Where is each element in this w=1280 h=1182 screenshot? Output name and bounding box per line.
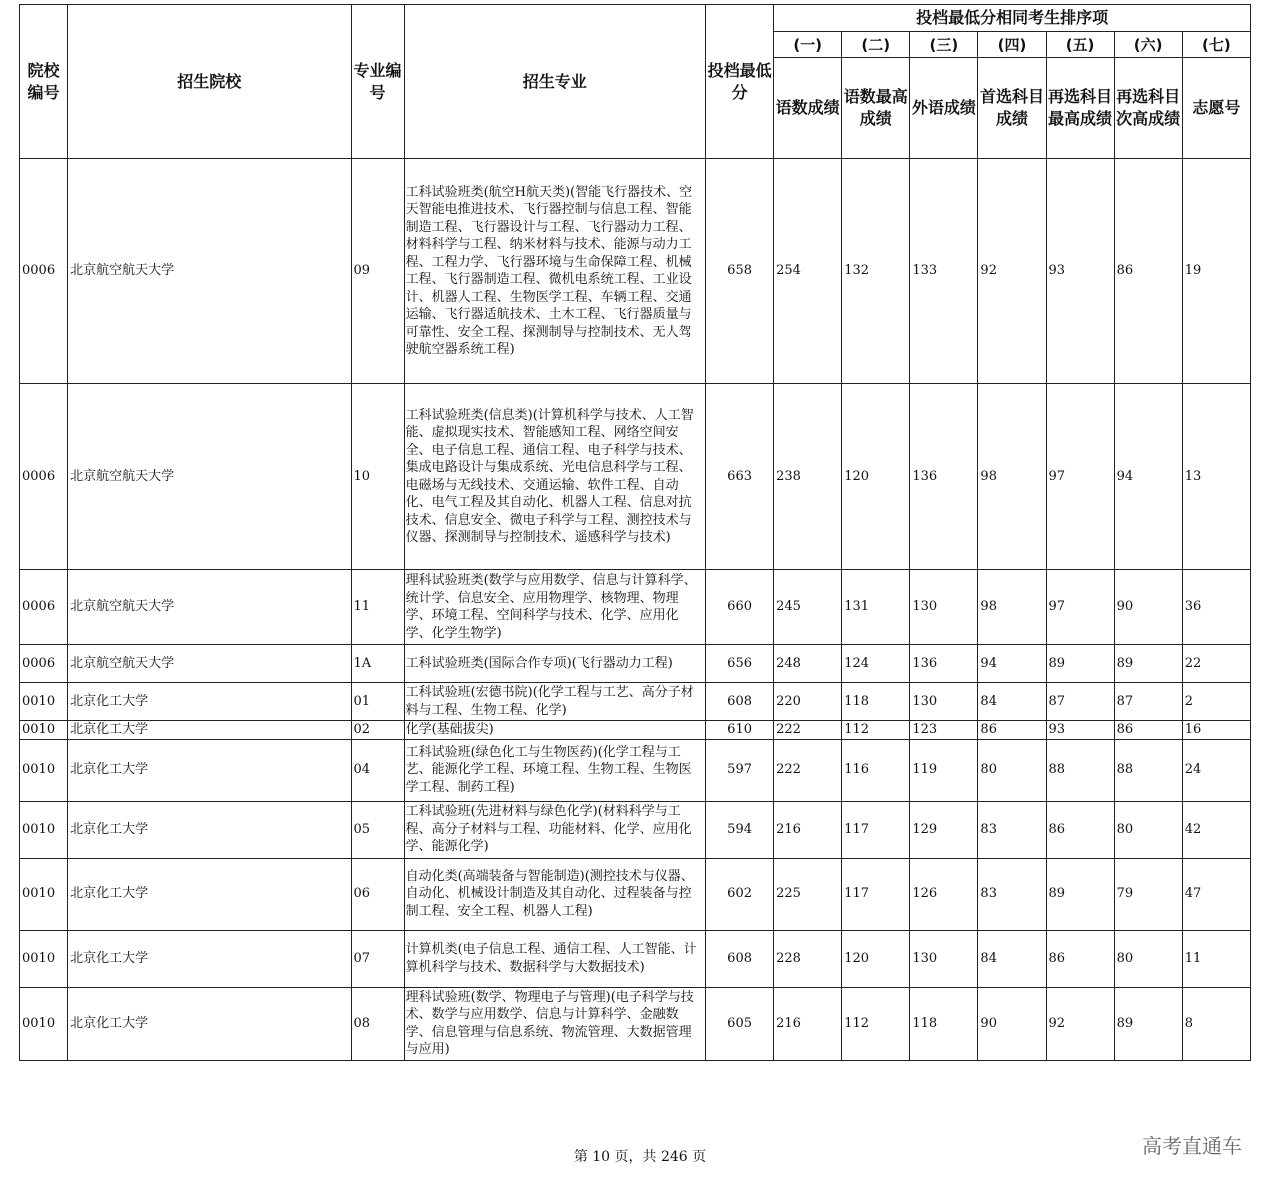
cell-tiebreak-5: 93 [1046,159,1114,384]
header-min-score: 投档最低分 [706,5,774,159]
cell-major-code: 05 [351,801,404,858]
header-major-name: 招生专业 [404,5,705,159]
header-tiebreak-name: 语数成绩 [774,58,842,159]
cell-major-code: 04 [351,739,404,801]
cell-tiebreak-3: 133 [910,159,978,384]
header-tiebreak-name: 语数最高成绩 [842,58,910,159]
cell-major-name: 理科试验班(数学、物理电子与管理)(电子科学与技术、数学与应用数学、信息与计算科学、金融数学、信息管理与信息系统、物流管理、大数据管理与应用) [404,987,705,1060]
cell-tiebreak-6: 80 [1114,930,1182,987]
cell-min-score: 602 [706,858,774,930]
cell-major-name: 工科试验班类(国际合作专项)(飞行器动力工程) [404,645,705,683]
header-school-code: 院校编号 [20,5,68,159]
cell-school-code: 0006 [20,384,68,570]
cell-school-name: 北京化工大学 [68,858,351,930]
cell-tiebreak-6: 90 [1114,570,1182,645]
cell-tiebreak-7: 13 [1182,384,1250,570]
cell-tiebreak-7: 47 [1182,858,1250,930]
cell-school-name: 北京航空航天大学 [68,645,351,683]
cell-major-name: 自动化类(高端装备与智能制造)(测控技术与仪器、自动化、机械设计制造及其自动化、过程装备与控制工程、安全工程、机器人工程) [404,858,705,930]
cell-major-code: 11 [351,570,404,645]
cell-tiebreak-6: 88 [1114,739,1182,801]
table-row [20,683,1251,721]
cell-major-name: 理科试验班类(数学与应用数学、信息与计算科学、统计学、信息安全、应用物理学、核物理、物理学、环境工程、空间科学与技术、化学、应用化学、化学生物学) [404,570,705,645]
cell-tiebreak-4: 83 [978,801,1046,858]
cell-tiebreak-7: 2 [1182,683,1250,721]
header-major-code: 专业编号 [351,5,404,159]
cell-min-score: 605 [706,987,774,1060]
cell-school-name: 北京化工大学 [68,987,351,1060]
cell-school-name: 北京化工大学 [68,721,351,740]
cell-tiebreak-7: 24 [1182,739,1250,801]
cell-major-code: 06 [351,858,404,930]
header-tiebreak-name: 志愿号 [1182,58,1250,159]
cell-major-name: 计算机类(电子信息工程、通信工程、人工智能、计算机科学与技术、数据科学与大数据技术) [404,930,705,987]
watermark: 高考直通车 [1142,1134,1242,1158]
header-tiebreak-name: 再选科目最高成绩 [1046,58,1114,159]
cell-tiebreak-7: 22 [1182,645,1250,683]
cell-min-score: 663 [706,384,774,570]
cell-tiebreak-3: 136 [910,384,978,570]
cell-tiebreak-5: 92 [1046,987,1114,1060]
cell-tiebreak-3: 123 [910,721,978,740]
cell-tiebreak-1: 254 [774,159,842,384]
header-tiebreak-name: 首选科目成绩 [978,58,1046,159]
cell-tiebreak-4: 98 [978,384,1046,570]
cell-tiebreak-2: 117 [842,801,910,858]
cell-major-code: 02 [351,721,404,740]
cell-min-score: 608 [706,930,774,987]
header-tiebreak-number: (七) [1182,32,1250,58]
table-row [20,384,1251,570]
cell-tiebreak-6: 89 [1114,645,1182,683]
header-tiebreak-number: (五) [1046,32,1114,58]
cell-tiebreak-7: 42 [1182,801,1250,858]
cell-tiebreak-1: 220 [774,683,842,721]
cell-major-name: 化学(基础拔尖) [404,721,705,740]
cell-tiebreak-7: 11 [1182,930,1250,987]
cell-school-code: 0010 [20,683,68,721]
cell-tiebreak-4: 84 [978,683,1046,721]
cell-school-code: 0010 [20,858,68,930]
cell-tiebreak-1: 222 [774,721,842,740]
cell-school-code: 0010 [20,739,68,801]
cell-tiebreak-2: 120 [842,930,910,987]
table-row [20,739,1251,801]
cell-tiebreak-7: 16 [1182,721,1250,740]
cell-tiebreak-3: 126 [910,858,978,930]
cell-tiebreak-4: 98 [978,570,1046,645]
cell-tiebreak-5: 97 [1046,570,1114,645]
cell-tiebreak-6: 94 [1114,384,1182,570]
table-header [20,5,1251,159]
cell-tiebreak-1: 225 [774,858,842,930]
cell-min-score: 597 [706,739,774,801]
header-tiebreak-number: (一) [774,32,842,58]
cell-tiebreak-5: 86 [1046,801,1114,858]
cell-major-name: 工科试验班类(航空H航天类)(智能飞行器技术、空天智能电推进技术、飞行器控制与信息工程、智能制造工程、飞行器设计与工程、飞行器动力工程、材料科学与工程、纳米材料与技术、能源与动力工程、工程力学、飞行器环境与生命保障工程、机械工程、飞行器制造工程、微机电系统工程、工业设计、机器人工程、生物医学工程、车辆工程、交通运输、飞行器适航技术、土木工程、飞行器质量与可靠性、安全工程、探测制导与控制技术、无人驾驶航空器系统工程) [404,159,705,384]
cell-tiebreak-5: 89 [1046,858,1114,930]
cell-major-code: 10 [351,384,404,570]
table-row [20,801,1251,858]
cell-tiebreak-4: 84 [978,930,1046,987]
header-tiebreak-name: 外语成绩 [910,58,978,159]
cell-tiebreak-5: 89 [1046,645,1114,683]
cell-school-name: 北京化工大学 [68,801,351,858]
cell-school-code: 0010 [20,987,68,1060]
cell-major-name: 工科试验班类(信息类)(计算机科学与技术、人工智能、虚拟现实技术、智能感知工程、网络空间安全、电子信息工程、通信工程、电子科学与技术、集成电路设计与集成系统、光电信息科学与工程、电磁场与无线技术、交通运输、软件工程、自动化、电气工程及其自动化、机器人工程、信息对抗技术、信息安全、微电子科学与工程、测控技术与仪器、探测制导与控制技术、遥感科学与技术) [404,384,705,570]
table-row [20,930,1251,987]
header-tiebreak-number: (六) [1114,32,1182,58]
cell-tiebreak-5: 97 [1046,384,1114,570]
cell-major-code: 07 [351,930,404,987]
cell-tiebreak-2: 132 [842,159,910,384]
cell-major-name: 工科试验班(绿色化工与生物医药)(化学工程与工艺、能源化学工程、环境工程、生物工程、生物医学工程、制药工程) [404,739,705,801]
cell-tiebreak-4: 94 [978,645,1046,683]
table-row [20,858,1251,930]
header-tiebreak-name: 再选科目次高成绩 [1114,58,1182,159]
table-row [20,159,1251,384]
cell-tiebreak-6: 87 [1114,683,1182,721]
cell-school-name: 北京航空航天大学 [68,384,351,570]
cell-tiebreak-7: 19 [1182,159,1250,384]
cell-tiebreak-2: 117 [842,858,910,930]
cell-tiebreak-7: 36 [1182,570,1250,645]
cell-tiebreak-1: 245 [774,570,842,645]
cell-school-code: 0006 [20,645,68,683]
cell-tiebreak-2: 131 [842,570,910,645]
cell-min-score: 610 [706,721,774,740]
cell-tiebreak-2: 112 [842,721,910,740]
cell-school-code: 0010 [20,721,68,740]
cell-tiebreak-3: 136 [910,645,978,683]
cell-tiebreak-5: 86 [1046,930,1114,987]
cell-tiebreak-6: 79 [1114,858,1182,930]
cell-min-score: 608 [706,683,774,721]
header-tiebreak-number: (三) [910,32,978,58]
cell-tiebreak-4: 86 [978,721,1046,740]
header-tiebreak-number: (二) [842,32,910,58]
cell-tiebreak-3: 119 [910,739,978,801]
cell-school-name: 北京化工大学 [68,683,351,721]
admission-score-table [19,4,1251,1061]
cell-tiebreak-6: 86 [1114,721,1182,740]
cell-tiebreak-3: 130 [910,683,978,721]
cell-tiebreak-5: 87 [1046,683,1114,721]
header-tiebreak-group: 投档最低分相同考生排序项 [774,5,1251,32]
cell-tiebreak-2: 124 [842,645,910,683]
cell-school-name: 北京航空航天大学 [68,570,351,645]
table-row [20,570,1251,645]
cell-tiebreak-1: 216 [774,801,842,858]
cell-major-name: 工科试验班(先进材料与绿色化学)(材料科学与工程、高分子材料与工程、功能材料、化学、应用化学、能源化学) [404,801,705,858]
cell-major-code: 08 [351,987,404,1060]
cell-major-code: 01 [351,683,404,721]
cell-tiebreak-5: 88 [1046,739,1114,801]
cell-tiebreak-2: 120 [842,384,910,570]
cell-major-code: 09 [351,159,404,384]
header-tiebreak-number: (四) [978,32,1046,58]
cell-tiebreak-3: 130 [910,570,978,645]
cell-school-code: 0006 [20,159,68,384]
cell-min-score: 660 [706,570,774,645]
cell-tiebreak-2: 118 [842,683,910,721]
cell-tiebreak-5: 93 [1046,721,1114,740]
table-row [20,987,1251,1060]
cell-school-code: 0006 [20,570,68,645]
cell-tiebreak-1: 216 [774,987,842,1060]
cell-school-code: 0010 [20,801,68,858]
cell-tiebreak-6: 86 [1114,159,1182,384]
cell-tiebreak-3: 118 [910,987,978,1060]
header-school-name: 招生院校 [68,5,351,159]
page-number: 第 10 页，共 246 页 [573,1149,707,1165]
cell-tiebreak-2: 116 [842,739,910,801]
table-row [20,721,1251,740]
cell-tiebreak-3: 129 [910,801,978,858]
cell-major-name: 工科试验班(宏德书院)(化学工程与工艺、高分子材料与工程、生物工程、化学) [404,683,705,721]
cell-tiebreak-4: 83 [978,858,1046,930]
cell-school-name: 北京化工大学 [68,930,351,987]
cell-min-score: 656 [706,645,774,683]
cell-major-code: 1A [351,645,404,683]
cell-tiebreak-7: 8 [1182,987,1250,1060]
cell-tiebreak-1: 238 [774,384,842,570]
cell-tiebreak-4: 80 [978,739,1046,801]
table-row [20,645,1251,683]
cell-min-score: 658 [706,159,774,384]
table-body [20,159,1251,1061]
cell-min-score: 594 [706,801,774,858]
cell-tiebreak-4: 90 [978,987,1046,1060]
cell-tiebreak-2: 112 [842,987,910,1060]
cell-tiebreak-6: 89 [1114,987,1182,1060]
cell-tiebreak-4: 92 [978,159,1046,384]
cell-tiebreak-3: 130 [910,930,978,987]
cell-school-name: 北京化工大学 [68,739,351,801]
cell-tiebreak-1: 228 [774,930,842,987]
cell-tiebreak-6: 80 [1114,801,1182,858]
cell-tiebreak-1: 248 [774,645,842,683]
cell-school-name: 北京航空航天大学 [68,159,351,384]
cell-school-code: 0010 [20,930,68,987]
cell-tiebreak-1: 222 [774,739,842,801]
